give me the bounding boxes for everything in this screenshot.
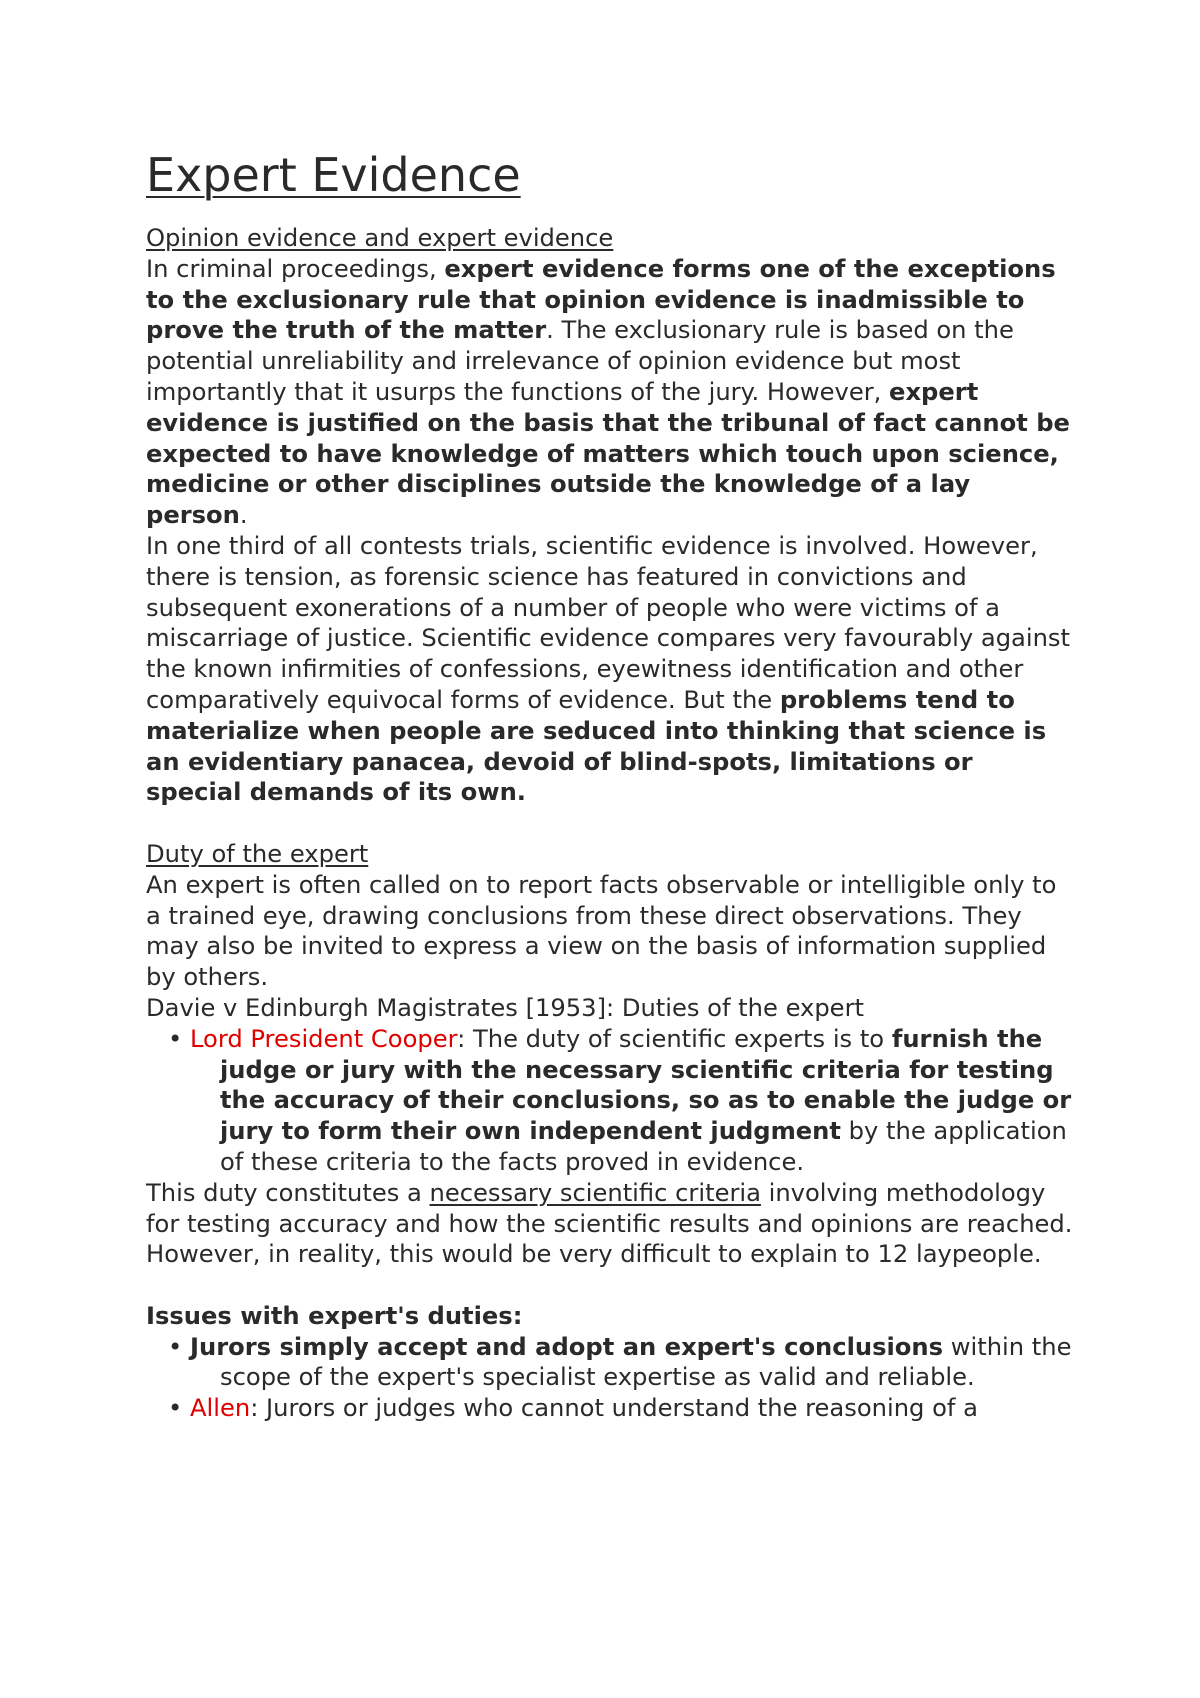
section-heading-issues: Issues with expert's duties: [146,1301,523,1330]
bullet-item [168,1332,1076,1394]
document-body [146,223,1076,1424]
section-heading-duty: Duty of the expert [146,839,369,868]
text-run: In criminal proceedings, [146,254,445,283]
case-citation: Davie v Edinburgh Magistrates [1953]: Duties of the expert [146,993,864,1022]
bullet-text [190,1394,978,1422]
bullet-item [168,1393,1076,1424]
text-run: : The duty of scientific experts is to [457,1024,892,1053]
text-run: : Jurors or judges who cannot understand the reasoning of a [250,1394,978,1423]
blank-line [146,808,1076,839]
text-run: within the scope of the expert's specialist expertise as valid and reliable. [220,1332,1072,1392]
bold-text: furnish the judge or jury with the necessary scientific criteria for testing the accuracy of their conclusions, so as to enable the judge or jury to form their own independent judgment [220,1024,1072,1146]
text-run: This duty constitutes a [146,1178,430,1207]
bullet-marker: • [168,1394,183,1423]
paragraph: An expert is often called on to report facts observable or intelligible only to a trained eye, drawing conclusions from these direct observations. They may also be invited to express a view on the basis of information supplied by others. [146,870,1057,992]
highlighted-name: Lord President Cooper [189,1024,458,1053]
text-run: involving methodology for testing accuracy and how the scientific results and opinions are reached. However, in reality, this would be very difficult to explain to 12 laypeople. [146,1178,1073,1269]
paragraph [146,254,1076,531]
bold-text: Jurors simply accept and adopt an expert's conclusions [189,1332,944,1361]
bullet-marker: • [168,1024,183,1053]
text-run: . [239,501,248,530]
bold-text: expert evidence forms one of the exceptions to the exclusionary rule that opinion evidence is inadmissible to prove the truth of the matter [146,254,1056,345]
text-run: In one third of all contests trials, scientific evidence is involved. However, there is tension, as forensic science has featured in convictions and subsequent exonerations of a number of people who were victims of a miscarriage of justice. Scientific evidence compares very favourably against the known infirmities of confessions, eyewitness identification and other comparatively equivocal forms of evidence. But the [146,531,1071,714]
bold-text: expert evidence is justified on the basis that the tribunal of fact cannot be expected to have knowledge of matters which touch upon science, medicine or other disciplines outside the knowledge of a lay person [146,377,1070,530]
section-heading-opinion: Opinion evidence and expert evidence [146,224,614,252]
bullet-marker: • [168,1332,183,1361]
blank-line [146,1270,1076,1301]
bullet-text [190,1025,1071,1176]
paragraph [146,1178,1076,1270]
document-page [146,145,1076,1424]
highlighted-name: Allen [189,1394,251,1423]
bold-text: problems tend to materialize when people are seduced into thinking that science is an evidentiary panacea, devoid of blind-spots, limitations or special demands of its own. [146,685,1047,807]
bullet-item [168,1024,1076,1178]
text-run: . The exclusionary rule is based on the potential unreliability and irrelevance of opinion evidence but most importantly that it usurps the functions of the jury. However, [146,316,1014,406]
underlined-text: necessary scientific criteria [429,1178,761,1207]
text-run: by the application of these criteria to the facts proved in evidence. [220,1117,1067,1176]
page-title: Expert Evidence [146,148,521,202]
bullet-text [190,1333,1072,1392]
paragraph [146,531,1076,808]
